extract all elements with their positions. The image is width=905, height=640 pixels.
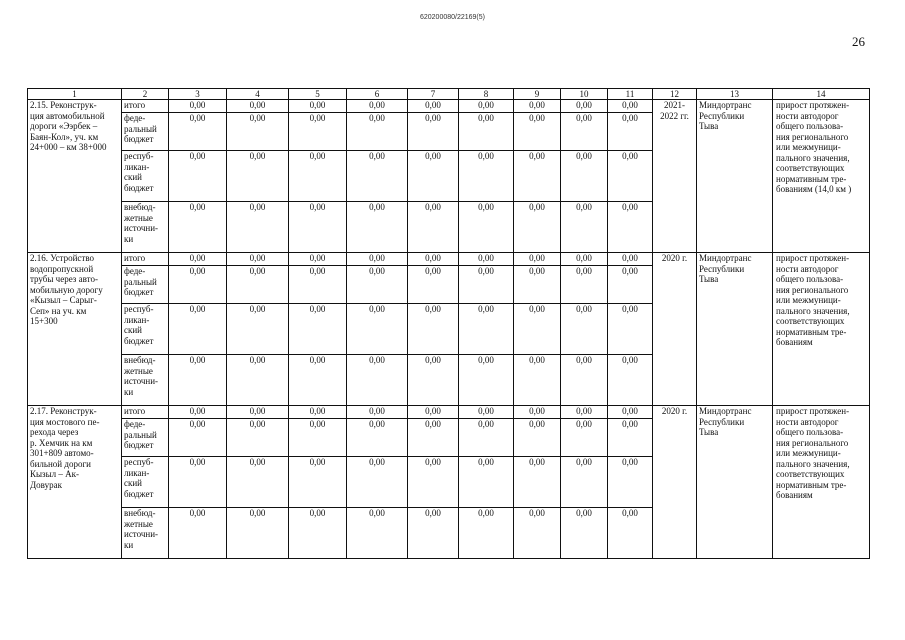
amount-cell: 0,00 [561,151,608,202]
table-row [28,253,870,266]
table-row [28,100,870,113]
amount-cell: 0,00 [347,419,408,457]
table-body [28,100,870,559]
funding-source: итого [122,253,169,266]
column-number: 10 [561,89,608,100]
expected-result: прирост протяжен- ности автодорог общего пользова- ния регионального или межмуници- пального значения, соответствующих нормативным тре- бованиям [773,406,870,559]
amount-cell: 0,00 [561,457,608,508]
amount-cell: 0,00 [608,100,653,113]
responsible-executor: Миндортранс Республики Тыва [697,100,773,253]
funding-source: феде- ральный бюджет [122,266,169,304]
table-row [28,406,870,419]
amount-cell: 0,00 [227,457,289,508]
amount-cell: 0,00 [408,100,459,113]
amount-cell: 0,00 [347,457,408,508]
amount-cell: 0,00 [289,406,347,419]
amount-cell: 0,00 [227,508,289,559]
amount-cell: 0,00 [459,113,514,151]
amount-cell: 0,00 [408,202,459,253]
amount-cell: 0,00 [169,266,227,304]
amount-cell: 0,00 [608,266,653,304]
amount-cell: 0,00 [347,151,408,202]
amount-cell: 0,00 [347,266,408,304]
amount-cell: 0,00 [347,304,408,355]
amount-cell: 0,00 [289,151,347,202]
amount-cell: 0,00 [289,508,347,559]
amount-cell: 0,00 [608,457,653,508]
amount-cell: 0,00 [169,406,227,419]
amount-cell: 0,00 [227,100,289,113]
column-number: 1 [28,89,122,100]
amount-cell: 0,00 [608,406,653,419]
amount-cell: 0,00 [227,113,289,151]
amount-cell: 0,00 [408,253,459,266]
amount-cell: 0,00 [514,151,561,202]
amount-cell: 0,00 [514,253,561,266]
amount-cell: 0,00 [289,253,347,266]
funding-source: итого [122,406,169,419]
amount-cell: 0,00 [514,457,561,508]
amount-cell: 0,00 [289,304,347,355]
amount-cell: 0,00 [169,202,227,253]
amount-cell: 0,00 [169,151,227,202]
amount-cell: 0,00 [227,406,289,419]
amount-cell: 0,00 [561,419,608,457]
amount-cell: 0,00 [514,100,561,113]
amount-cell: 0,00 [408,419,459,457]
amount-cell: 0,00 [514,266,561,304]
amount-cell: 0,00 [227,202,289,253]
document-id: 620200080/22169(5) [419,14,485,21]
amount-cell: 0,00 [169,419,227,457]
amount-cell: 0,00 [227,151,289,202]
measure-name: 2.16. Устройство водопропускной трубы через авто- мобильную дорогу «Кызыл – Сарыг- Сеп» на уч. км 15+300 [28,253,122,406]
amount-cell: 0,00 [561,355,608,406]
funding-source: феде- ральный бюджет [122,113,169,151]
column-number: 6 [347,89,408,100]
amount-cell: 0,00 [408,266,459,304]
amount-cell: 0,00 [608,151,653,202]
amount-cell: 0,00 [514,355,561,406]
amount-cell: 0,00 [408,151,459,202]
amount-cell: 0,00 [514,419,561,457]
amount-cell: 0,00 [347,113,408,151]
amount-cell: 0,00 [289,355,347,406]
measure-name: 2.15. Реконструк- ция автомобильной дороги «Ээрбек – Баян-Кол», уч. км 24+000 – км 38+000 [28,100,122,253]
amount-cell: 0,00 [608,355,653,406]
amount-cell: 0,00 [347,202,408,253]
amount-cell: 0,00 [408,508,459,559]
amount-cell: 0,00 [561,113,608,151]
amount-cell: 0,00 [514,304,561,355]
amount-cell: 0,00 [561,406,608,419]
amount-cell: 0,00 [227,266,289,304]
amount-cell: 0,00 [408,457,459,508]
amount-cell: 0,00 [459,419,514,457]
amount-cell: 0,00 [347,100,408,113]
funding-source: итого [122,100,169,113]
budget-table [27,88,870,559]
amount-cell: 0,00 [347,508,408,559]
column-number: 2 [122,89,169,100]
funding-source: респуб- ликан- ский бюджет [122,304,169,355]
funding-source: респуб- ликан- ский бюджет [122,151,169,202]
amount-cell: 0,00 [459,253,514,266]
amount-cell: 0,00 [608,202,653,253]
expected-result: прирост протяжен- ности автодорог общего пользова- ния регионального или межмуници- пального значения, соответствующих нормативным тре- бованиям [773,253,870,406]
amount-cell: 0,00 [408,355,459,406]
amount-cell: 0,00 [514,508,561,559]
column-number: 14 [773,89,870,100]
amount-cell: 0,00 [608,113,653,151]
amount-cell: 0,00 [289,457,347,508]
amount-cell: 0,00 [459,266,514,304]
amount-cell: 0,00 [608,304,653,355]
amount-cell: 0,00 [227,355,289,406]
amount-cell: 0,00 [227,253,289,266]
funding-source: внебюд- жетные источни- ки [122,508,169,559]
amount-cell: 0,00 [459,100,514,113]
column-number: 3 [169,89,227,100]
amount-cell: 0,00 [561,304,608,355]
amount-cell: 0,00 [608,508,653,559]
column-number-row [28,89,870,100]
amount-cell: 0,00 [608,253,653,266]
amount-cell: 0,00 [408,113,459,151]
amount-cell: 0,00 [561,100,608,113]
responsible-executor: Миндортранс Республики Тыва [697,253,773,406]
amount-cell: 0,00 [289,266,347,304]
responsible-executor: Миндортранс Республики Тыва [697,406,773,559]
amount-cell: 0,00 [459,457,514,508]
column-number: 5 [289,89,347,100]
amount-cell: 0,00 [227,304,289,355]
amount-cell: 0,00 [169,113,227,151]
column-number: 9 [514,89,561,100]
funding-source: внебюд- жетные источни- ки [122,355,169,406]
amount-cell: 0,00 [459,202,514,253]
amount-cell: 0,00 [169,304,227,355]
amount-cell: 0,00 [169,508,227,559]
amount-cell: 0,00 [169,457,227,508]
amount-cell: 0,00 [608,419,653,457]
amount-cell: 0,00 [514,202,561,253]
page-number: 26 [852,34,865,49]
amount-cell: 0,00 [459,304,514,355]
amount-cell: 0,00 [561,202,608,253]
funding-source: феде- ральный бюджет [122,419,169,457]
amount-cell: 0,00 [408,406,459,419]
column-number: 13 [697,89,773,100]
funding-source: респуб- ликан- ский бюджет [122,457,169,508]
funding-source: внебюд- жетные источни- ки [122,202,169,253]
amount-cell: 0,00 [289,202,347,253]
amount-cell: 0,00 [561,253,608,266]
amount-cell: 0,00 [459,406,514,419]
amount-cell: 0,00 [459,355,514,406]
implementation-period: 2020 г. [653,253,697,406]
implementation-period: 2020 г. [653,406,697,559]
amount-cell: 0,00 [561,508,608,559]
amount-cell: 0,00 [459,508,514,559]
column-number: 12 [653,89,697,100]
amount-cell: 0,00 [514,113,561,151]
amount-cell: 0,00 [408,304,459,355]
column-number: 11 [608,89,653,100]
implementation-period: 2021- 2022 гг. [653,100,697,253]
amount-cell: 0,00 [227,419,289,457]
column-number: 7 [408,89,459,100]
amount-cell: 0,00 [289,100,347,113]
amount-cell: 0,00 [514,406,561,419]
measure-name: 2.17. Реконструк- ция мостового пе- рехода через р. Хемчик на км 301+809 автомо- бильной дороги Кызыл – Ак- Довурак [28,406,122,559]
amount-cell: 0,00 [169,253,227,266]
column-number: 4 [227,89,289,100]
expected-result: прирост протяжен- ности автодорог общего пользова- ния регионального или межмуници- пального значения, соответствующих нормативным тре- бованиям (14,0 км ) [773,100,870,253]
amount-cell: 0,00 [289,419,347,457]
amount-cell: 0,00 [347,253,408,266]
amount-cell: 0,00 [459,151,514,202]
amount-cell: 0,00 [169,355,227,406]
amount-cell: 0,00 [169,100,227,113]
amount-cell: 0,00 [561,266,608,304]
amount-cell: 0,00 [347,406,408,419]
column-number: 8 [459,89,514,100]
amount-cell: 0,00 [347,355,408,406]
amount-cell: 0,00 [289,113,347,151]
